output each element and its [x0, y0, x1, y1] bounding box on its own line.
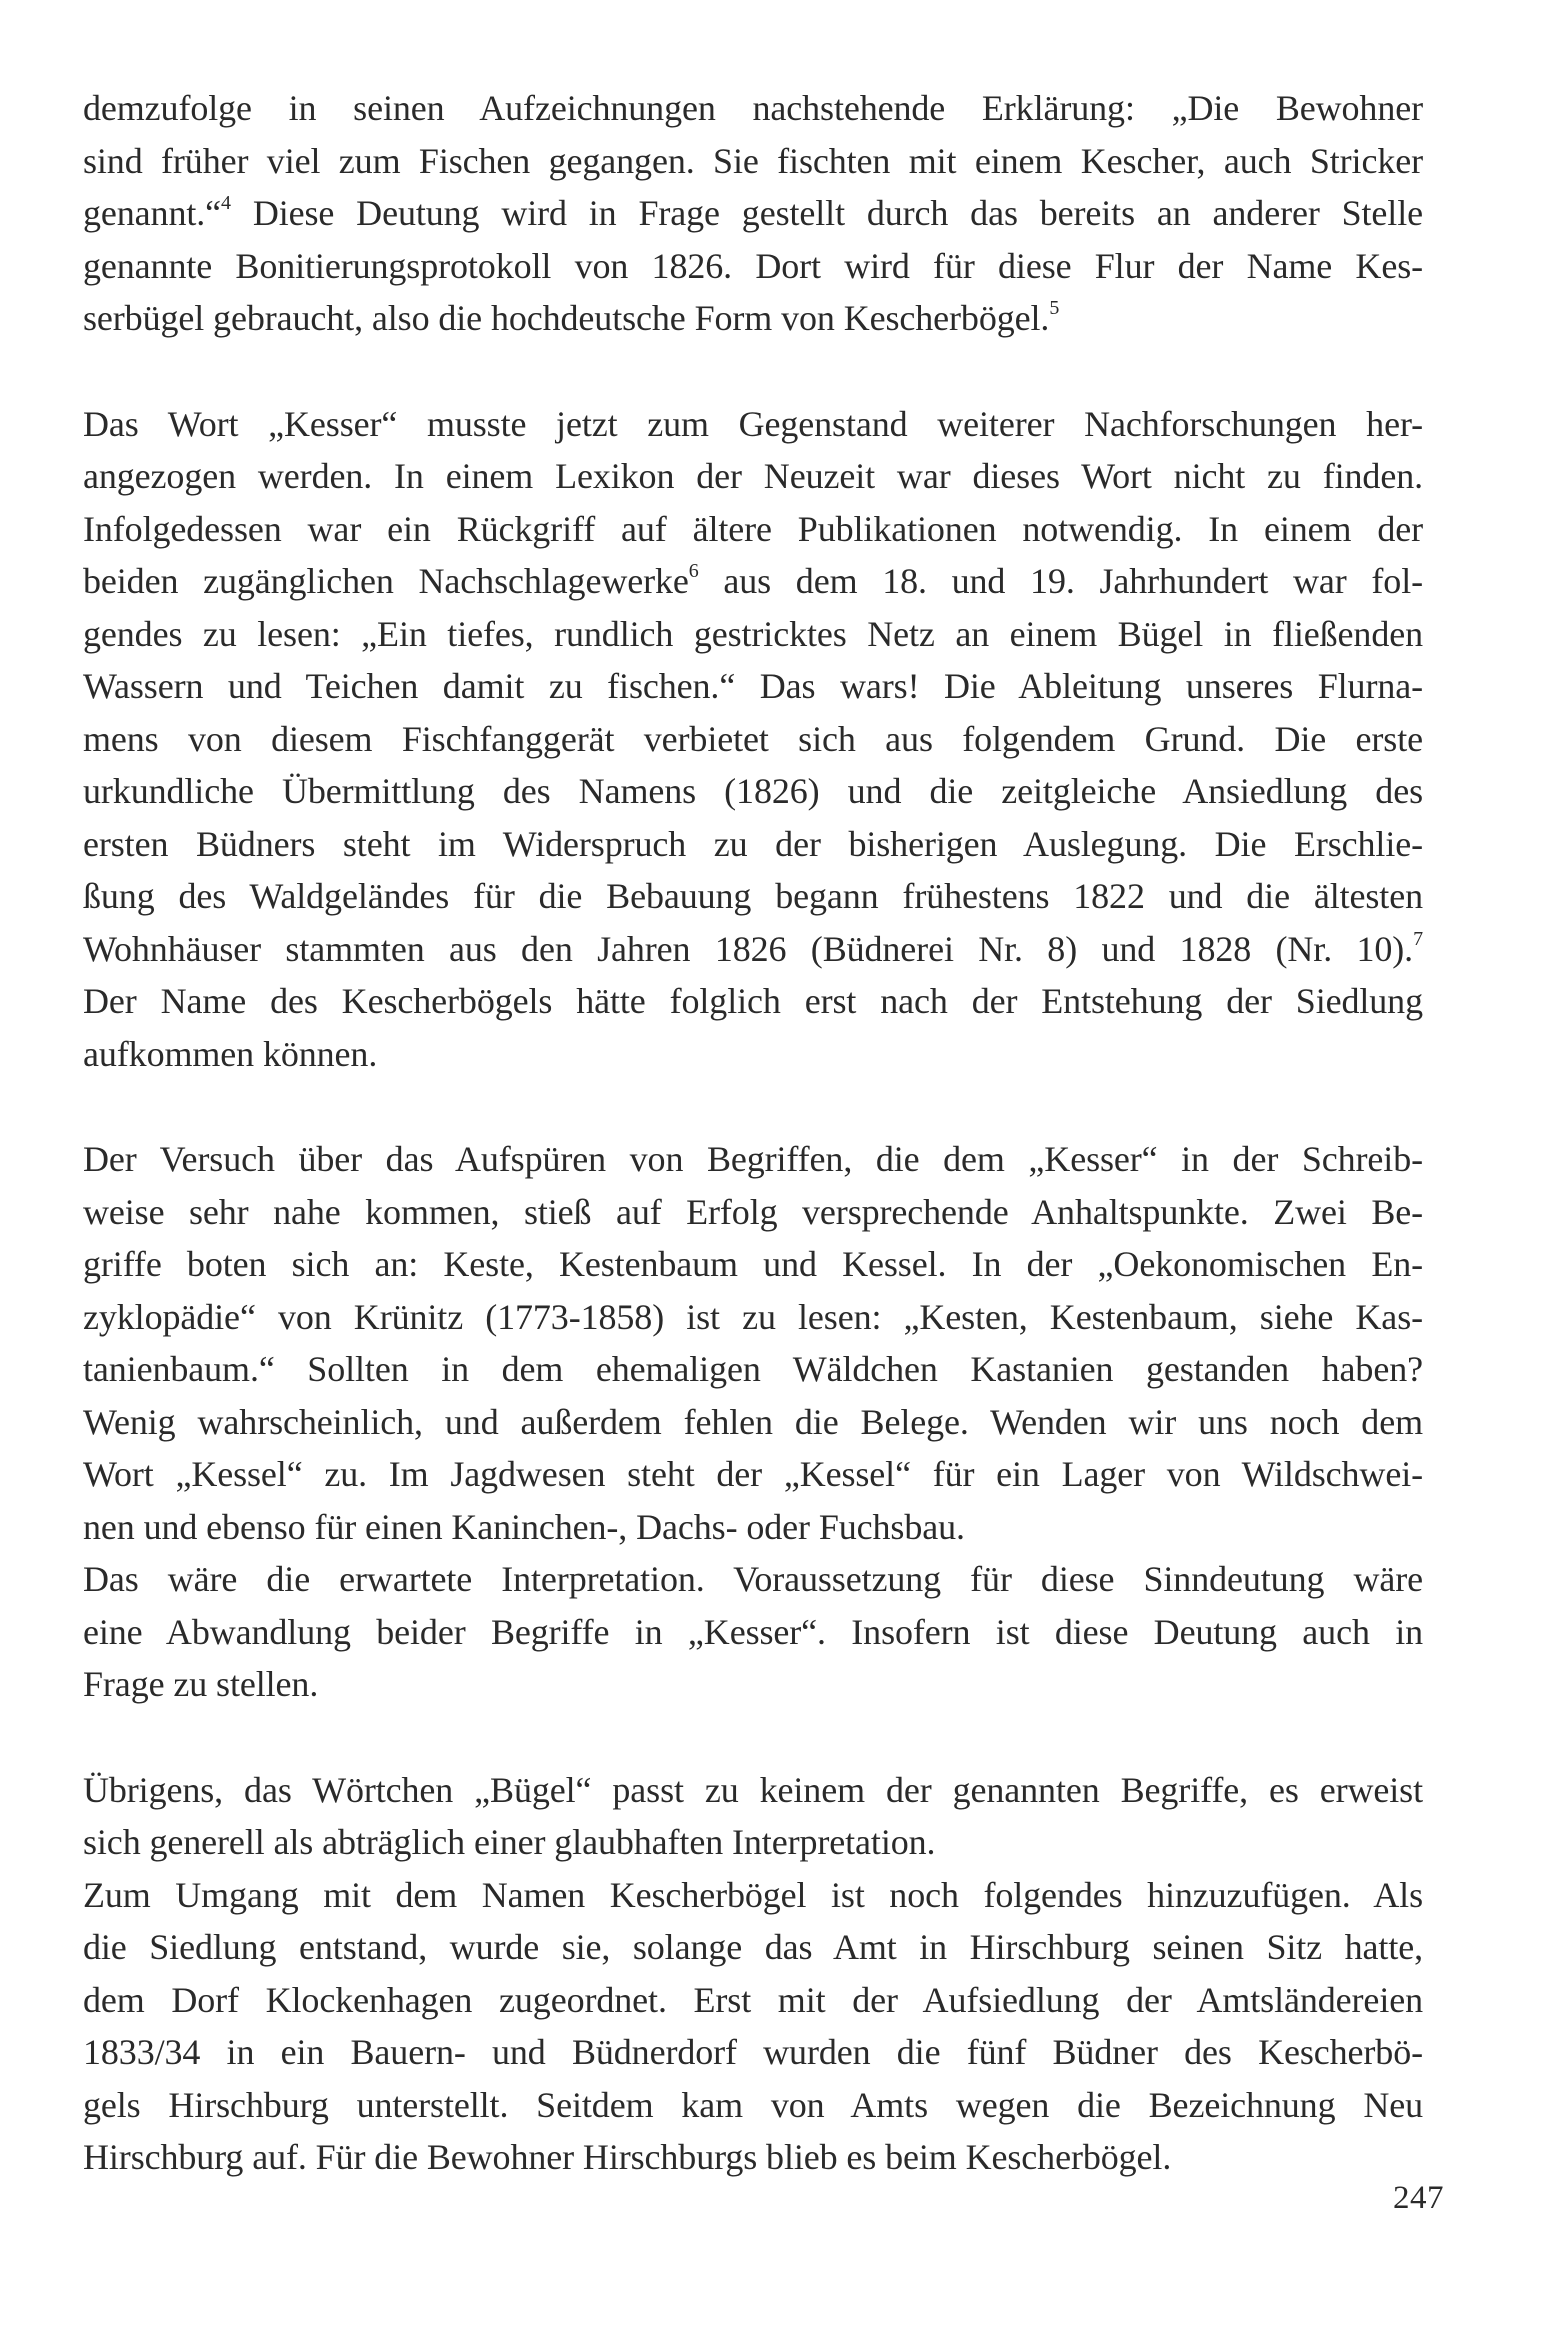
paragraph-gap [83, 1080, 1423, 1133]
text-line [83, 1133, 1423, 1186]
text-line [83, 2079, 1423, 2132]
line-text: mens von diesem Fischfanggerät verbietet sich aus folgendem Grund. Die erste [83, 718, 1423, 759]
text-line [83, 1028, 1423, 1081]
text-line [83, 450, 1423, 503]
text-line [83, 82, 1423, 135]
text-line [83, 2131, 1423, 2184]
line-text: zyklopädie“ von Krünitz (1773-1858) ist zu lesen: „Kesten, Kestenbaum, siehe Kas- [83, 1296, 1423, 1337]
line-text: urkundliche Übermittlung des Namens (1826) und die zeitgleiche Ansiedlung des [83, 771, 1423, 811]
line-text: Das Wort „Kesser“ musste jetzt zum Gegenstand weiterer Nachforschungen her- [83, 403, 1423, 444]
text-line [83, 1869, 1423, 1922]
text-line [83, 1238, 1423, 1291]
line-text: tanienbaum.“ Sollten in dem ehemaligen Wäldchen Kastanien gestanden haben? [83, 1349, 1423, 1389]
paragraph [83, 82, 1423, 345]
line-text: Wenig wahrscheinlich, und außerdem fehlen die Belege. Wenden wir uns noch dem [83, 1401, 1423, 1442]
line-text: serbügel gebraucht, also die hochdeutsche Form von Kescherbögel. [83, 298, 1050, 338]
paragraph [83, 1764, 1423, 2184]
text-line [83, 1816, 1423, 1869]
line-text: aufkommen können. [83, 1033, 378, 1074]
line-text: dem Dorf Klockenhagen zugeordnet. Erst mit der Aufsiedlung der Amtsländereien [83, 1979, 1423, 2020]
footnote-marker: 7 [1413, 927, 1423, 950]
line-text: Zum Umgang mit dem Namen Kescherbögel ist noch folgendes hinzuzufügen. Als [83, 1874, 1423, 1915]
text-line [83, 608, 1423, 661]
line-text: demzufolge in seinen Aufzeichnungen nachstehende Erklärung: „Die Bewohner [83, 88, 1423, 128]
line-text: gels Hirschburg unterstellt. Seitdem kam von Amts wegen die Bezeichnung Neu [83, 2084, 1423, 2125]
line-text: Der Versuch über das Aufspüren von Begriffen, die dem „Kesser“ in der Schreib- [83, 1139, 1423, 1179]
line-text: Wassern und Teichen damit zu fischen.“ Das wars! Die Ableitung unseres Flurna- [83, 666, 1423, 706]
text-line [83, 870, 1423, 923]
page-number: 247 [1393, 2180, 1444, 2216]
line-text: 1833/34 in ein Bauern- und Büdnerdorf wurden die fünf Büdner des Kescherbö- [83, 2032, 1423, 2072]
line-text: nen und ebenso für einen Kaninchen-, Dachs- oder Fuchsbau. [83, 1506, 965, 1547]
line-text: die Siedlung entstand, wurde sie, solange das Amt in Hirschburg seinen Sitz hatte, [83, 1927, 1423, 1967]
text-line [83, 187, 1423, 240]
line-text: Übrigens, das Wörtchen „Bügel“ passt zu keinem der genannten Begriffe, es erweist [83, 1769, 1423, 1810]
line-text: Infolgedessen war ein Rückgriff auf ältere Publikationen notwendig. In einem der [83, 508, 1423, 549]
line-text: genannt.“ [83, 193, 222, 233]
line-text: weise sehr nahe kommen, stieß auf Erfolg versprechende Anhaltspunkte. Zwei Be- [83, 1191, 1423, 1232]
text-line [83, 2026, 1423, 2079]
line-text: sich generell als abträglich einer glaubhaften Interpretation. [83, 1822, 936, 1862]
text-line [83, 1448, 1423, 1501]
text-line [83, 1606, 1423, 1659]
line-text: ersten Büdners steht im Widerspruch zu der bisherigen Auslegung. Die Erschlie- [83, 823, 1423, 864]
line-text: griffe boten sich an: Keste, Kestenbaum und Kessel. In der „Oekonomischen En- [83, 1244, 1423, 1284]
text-line [83, 1658, 1423, 1711]
line-text-after-note: aus dem 18. und 19. Jahrhundert war fol- [698, 561, 1423, 601]
line-text: Wort „Kessel“ zu. Im Jagdwesen steht der „Kessel“ für ein Lager von Wildschwei- [83, 1454, 1423, 1494]
text-line [83, 1921, 1423, 1974]
paragraph-gap [83, 1711, 1423, 1764]
text-line [83, 555, 1423, 608]
text-line [83, 398, 1423, 451]
text-line [83, 240, 1423, 293]
text-line [83, 1291, 1423, 1344]
line-text: eine Abwandlung beider Begriffe in „Kesser“. Insofern ist diese Deutung auch in [83, 1611, 1423, 1652]
line-text: Hirschburg auf. Für die Bewohner Hirschburgs blieb es beim Kescherbögel. [83, 2137, 1172, 2177]
text-line [83, 503, 1423, 556]
line-text: gendes zu lesen: „Ein tiefes, rundlich gestricktes Netz an einem Bügel in fließenden [83, 613, 1423, 654]
text-line [83, 1974, 1423, 2027]
line-text: Wohnhäuser stammten aus den Jahren 1826 (Büdnerei Nr. 8) und 1828 (Nr. 10). [83, 928, 1414, 969]
line-text: ßung des Waldgeländes für die Bebauung begann frühestens 1822 und die ältesten [83, 876, 1423, 916]
footnote-marker: 4 [221, 192, 231, 214]
line-text-after-note: Diese Deutung wird in Frage gestellt durch das bereits an anderer Stelle [230, 193, 1423, 233]
paragraph-gap [83, 345, 1423, 398]
text-line [83, 923, 1423, 976]
line-text: beiden zugänglichen Nachschlagewerke [83, 561, 689, 601]
text-line [83, 660, 1423, 713]
line-text: genannte Bonitierungsprotokoll von 1826. Dort wird für diese Flur der Name Kes- [83, 245, 1423, 286]
text-line [83, 1396, 1423, 1449]
line-text: sind früher viel zum Fischen gegangen. Sie fischten mit einem Kescher, auch Stricker [83, 140, 1423, 181]
text-line [83, 975, 1423, 1028]
text-line [83, 818, 1423, 871]
text-line [83, 1764, 1423, 1817]
paragraph [83, 398, 1423, 1081]
text-line [83, 765, 1423, 818]
text-line [83, 1343, 1423, 1396]
text-line [83, 1186, 1423, 1239]
line-text: Das wäre die erwartete Interpretation. Voraussetzung für diese Sinndeutung wäre [83, 1559, 1423, 1599]
page-body [83, 82, 1423, 2184]
line-text: Frage zu stellen. [83, 1664, 319, 1704]
text-line [83, 1553, 1423, 1606]
footnote-marker: 5 [1049, 297, 1060, 319]
text-line [83, 292, 1423, 345]
footnote-marker: 6 [688, 560, 699, 582]
paragraph [83, 1133, 1423, 1711]
line-text: angezogen werden. In einem Lexikon der Neuzeit war dieses Wort nicht zu finden. [83, 456, 1423, 496]
text-line [83, 713, 1423, 766]
line-text: Der Name des Kescherbögels hätte folglich erst nach der Entstehung der Siedlung [83, 981, 1423, 1021]
text-line [83, 135, 1423, 188]
text-line [83, 1501, 1423, 1554]
